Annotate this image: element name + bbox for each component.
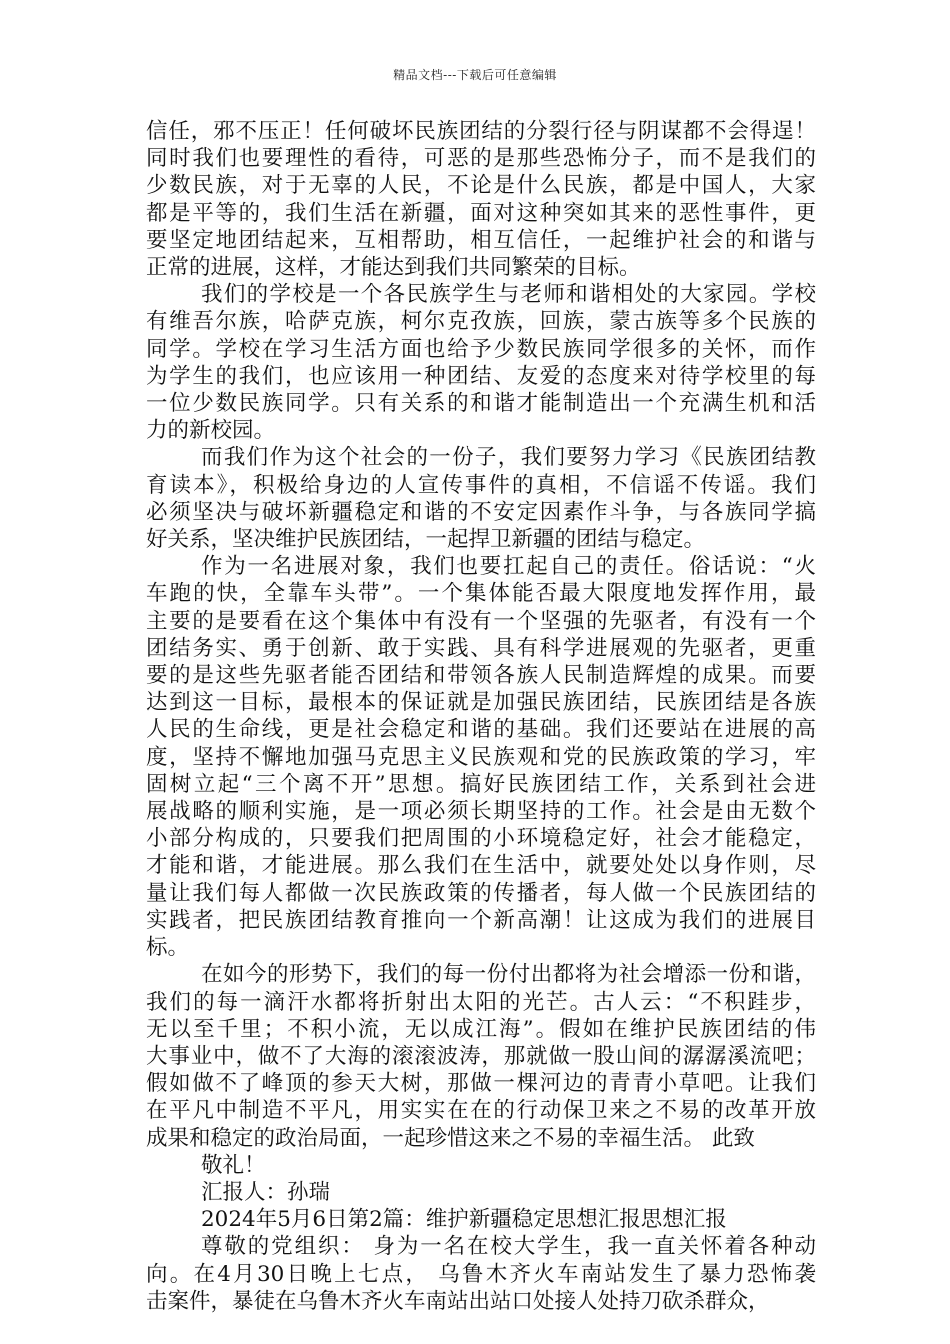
text-line: 为学生的我们，也应该用一种团结、友爱的态度来对待学校里的每 xyxy=(146,363,816,389)
text-line: 在平凡中制造不平凡，用实实在在的行动保卫来之不易的改革开放 xyxy=(146,1098,816,1124)
text-line: 汇报人：孙瑞 xyxy=(201,1179,331,1205)
text-line: 人民的生命线，更是社会稳定和谐的基础。我们还要站在进展的高 xyxy=(146,717,816,743)
text-line: 信任，邪不压正！任何破坏民族团结的分裂行径与阴谋都不会得逞！ xyxy=(146,119,816,144)
text-line: 大事业中，做不了大海的滚滚波涛，那就做一股山间的潺潺溪流吧； xyxy=(146,1043,816,1069)
text-line: 实践者，把民族团结教育推向一个新高潮！让这成为我们的进展目 xyxy=(146,907,816,933)
paragraph xyxy=(146,1179,816,1206)
text-line: 主要的是要看在这个集体中有没有一个坚强的先驱者，有没有一个 xyxy=(146,608,816,634)
text-line: 一位少数民族同学。只有关系的和谐才能制造出一个充满生机和活 xyxy=(146,391,816,417)
text-line: 无以至千里；不积小流，无以成江海”。假如在维护民族团结的伟 xyxy=(146,1016,816,1042)
text-line: 敬礼！ xyxy=(201,1152,266,1178)
paragraph xyxy=(146,961,816,1151)
text-line: 度，坚持不懈地加强马克思主义民族观和党的民族政策的学习，牢 xyxy=(146,744,816,770)
text-line: 要坚定地团结起来，互相帮助，相互信任，一起维护社会的和谐与 xyxy=(146,227,816,253)
text-line: 才能和谐，才能进展。那么我们在生活中，就要处处以身作则，尽 xyxy=(146,853,816,879)
text-line: 在如今的形势下，我们的每一份付出都将为社会增添一份和谐， xyxy=(201,962,816,988)
paragraph xyxy=(146,444,816,553)
text-line: 同时我们也要理性的看待，可恶的是那些恐怖分子，而不是我们的 xyxy=(146,146,816,172)
text-line: 击案件，暴徒在乌鲁木齐火车南站出站口处接人处持刀砍杀群众， xyxy=(146,1288,770,1314)
text-line: 成果和稳定的政治局面，一起珍惜这来之不易的幸福生活。 此致 xyxy=(146,1125,755,1151)
text-line: 团结务实、勇于创新、敢于实践、具有科学进展观的先驱者，更重 xyxy=(146,635,816,661)
text-line: 少数民族，对于无辜的人民，不论是什么民族，都是中国人，大家 xyxy=(146,173,816,199)
text-line: 我们的学校是一个各民族学生与老师和谐相处的大家园。学校 xyxy=(201,282,816,308)
text-line: 力的新校园。 xyxy=(146,418,276,444)
text-line: 向。在4月30日晚上七点， 乌鲁木齐火车南站发生了暴力恐怖袭 xyxy=(146,1261,816,1287)
page-header: 精品文档---下载后可任意编辑 xyxy=(393,68,557,82)
text-line: 量让我们每人都做一次民族政策的传播者，每人做一个民族团结的 xyxy=(146,880,816,906)
text-line: 达到这一目标，最根本的保证就是加强民族团结，民族团结是各族 xyxy=(146,690,816,716)
text-line: 都是平等的，我们生活在新疆，面对这种突如其来的恶性事件，更 xyxy=(146,200,816,226)
text-line: 我们的每一滴汗水都将折射出太阳的光芒。古人云：“不积跬步， xyxy=(146,989,816,1015)
text-line: 车跑的快，全靠车头带”。一个集体能否最大限度地发挥作用，最 xyxy=(146,581,816,607)
text-line: 2024年5月6日第2篇：维护新疆稳定思想汇报思想汇报 xyxy=(201,1207,727,1233)
text-line: 而我们作为这个社会的一份子，我们要努力学习《民族团结教 xyxy=(201,445,816,471)
text-line: 育读本》，积极给身边的人宣传事件的真相，不信谣不传谣。我们 xyxy=(146,472,816,498)
paragraph xyxy=(146,281,816,444)
text-line: 要的是这些先驱者能否团结和带领各族人民制造辉煌的成果。而要 xyxy=(146,663,816,689)
text-line: 标。 xyxy=(146,935,190,961)
paragraph xyxy=(146,1152,816,1179)
text-line: 有维吾尔族，哈萨克族，柯尔克孜族，回族，蒙古族等多个民族的 xyxy=(146,309,816,335)
text-line: 必须坚决与破坏新疆稳定和谐的不安定因素作斗争，与各族同学搞 xyxy=(146,499,816,525)
text-line: 正常的进展，这样，才能达到我们共同繁荣的目标。 xyxy=(146,255,641,281)
text-line: 作为一名进展对象，我们也要扛起自己的责任。俗话说：“火 xyxy=(201,554,816,580)
text-line: 小部分构成的，只要我们把周围的小环境稳定好，社会才能稳定， xyxy=(146,826,816,852)
document-body xyxy=(146,118,816,1315)
text-line: 尊敬的党组织： 身为一名在校大学生，我一直关怀着各种动 xyxy=(201,1234,816,1260)
paragraph xyxy=(146,1206,816,1233)
text-line: 同学。学校在学习生活方面也给予少数民族同学很多的关怀，而作 xyxy=(146,336,816,362)
text-line: 好关系，坚决维护民族团结，一起捍卫新疆的团结与稳定。 xyxy=(146,527,706,553)
paragraph xyxy=(146,1233,816,1315)
text-line: 假如做不了峰顶的参天大树，那做一棵河边的青青小草吧。让我们 xyxy=(146,1071,816,1097)
text-line: 固树立起“三个离不开”思想。搞好民族团结工作，关系到社会进 xyxy=(146,771,816,797)
paragraph xyxy=(146,553,816,961)
paragraph xyxy=(146,118,816,281)
text-line: 展战略的顺利实施，是一项必须长期坚持的工作。社会是由无数个 xyxy=(146,799,816,825)
